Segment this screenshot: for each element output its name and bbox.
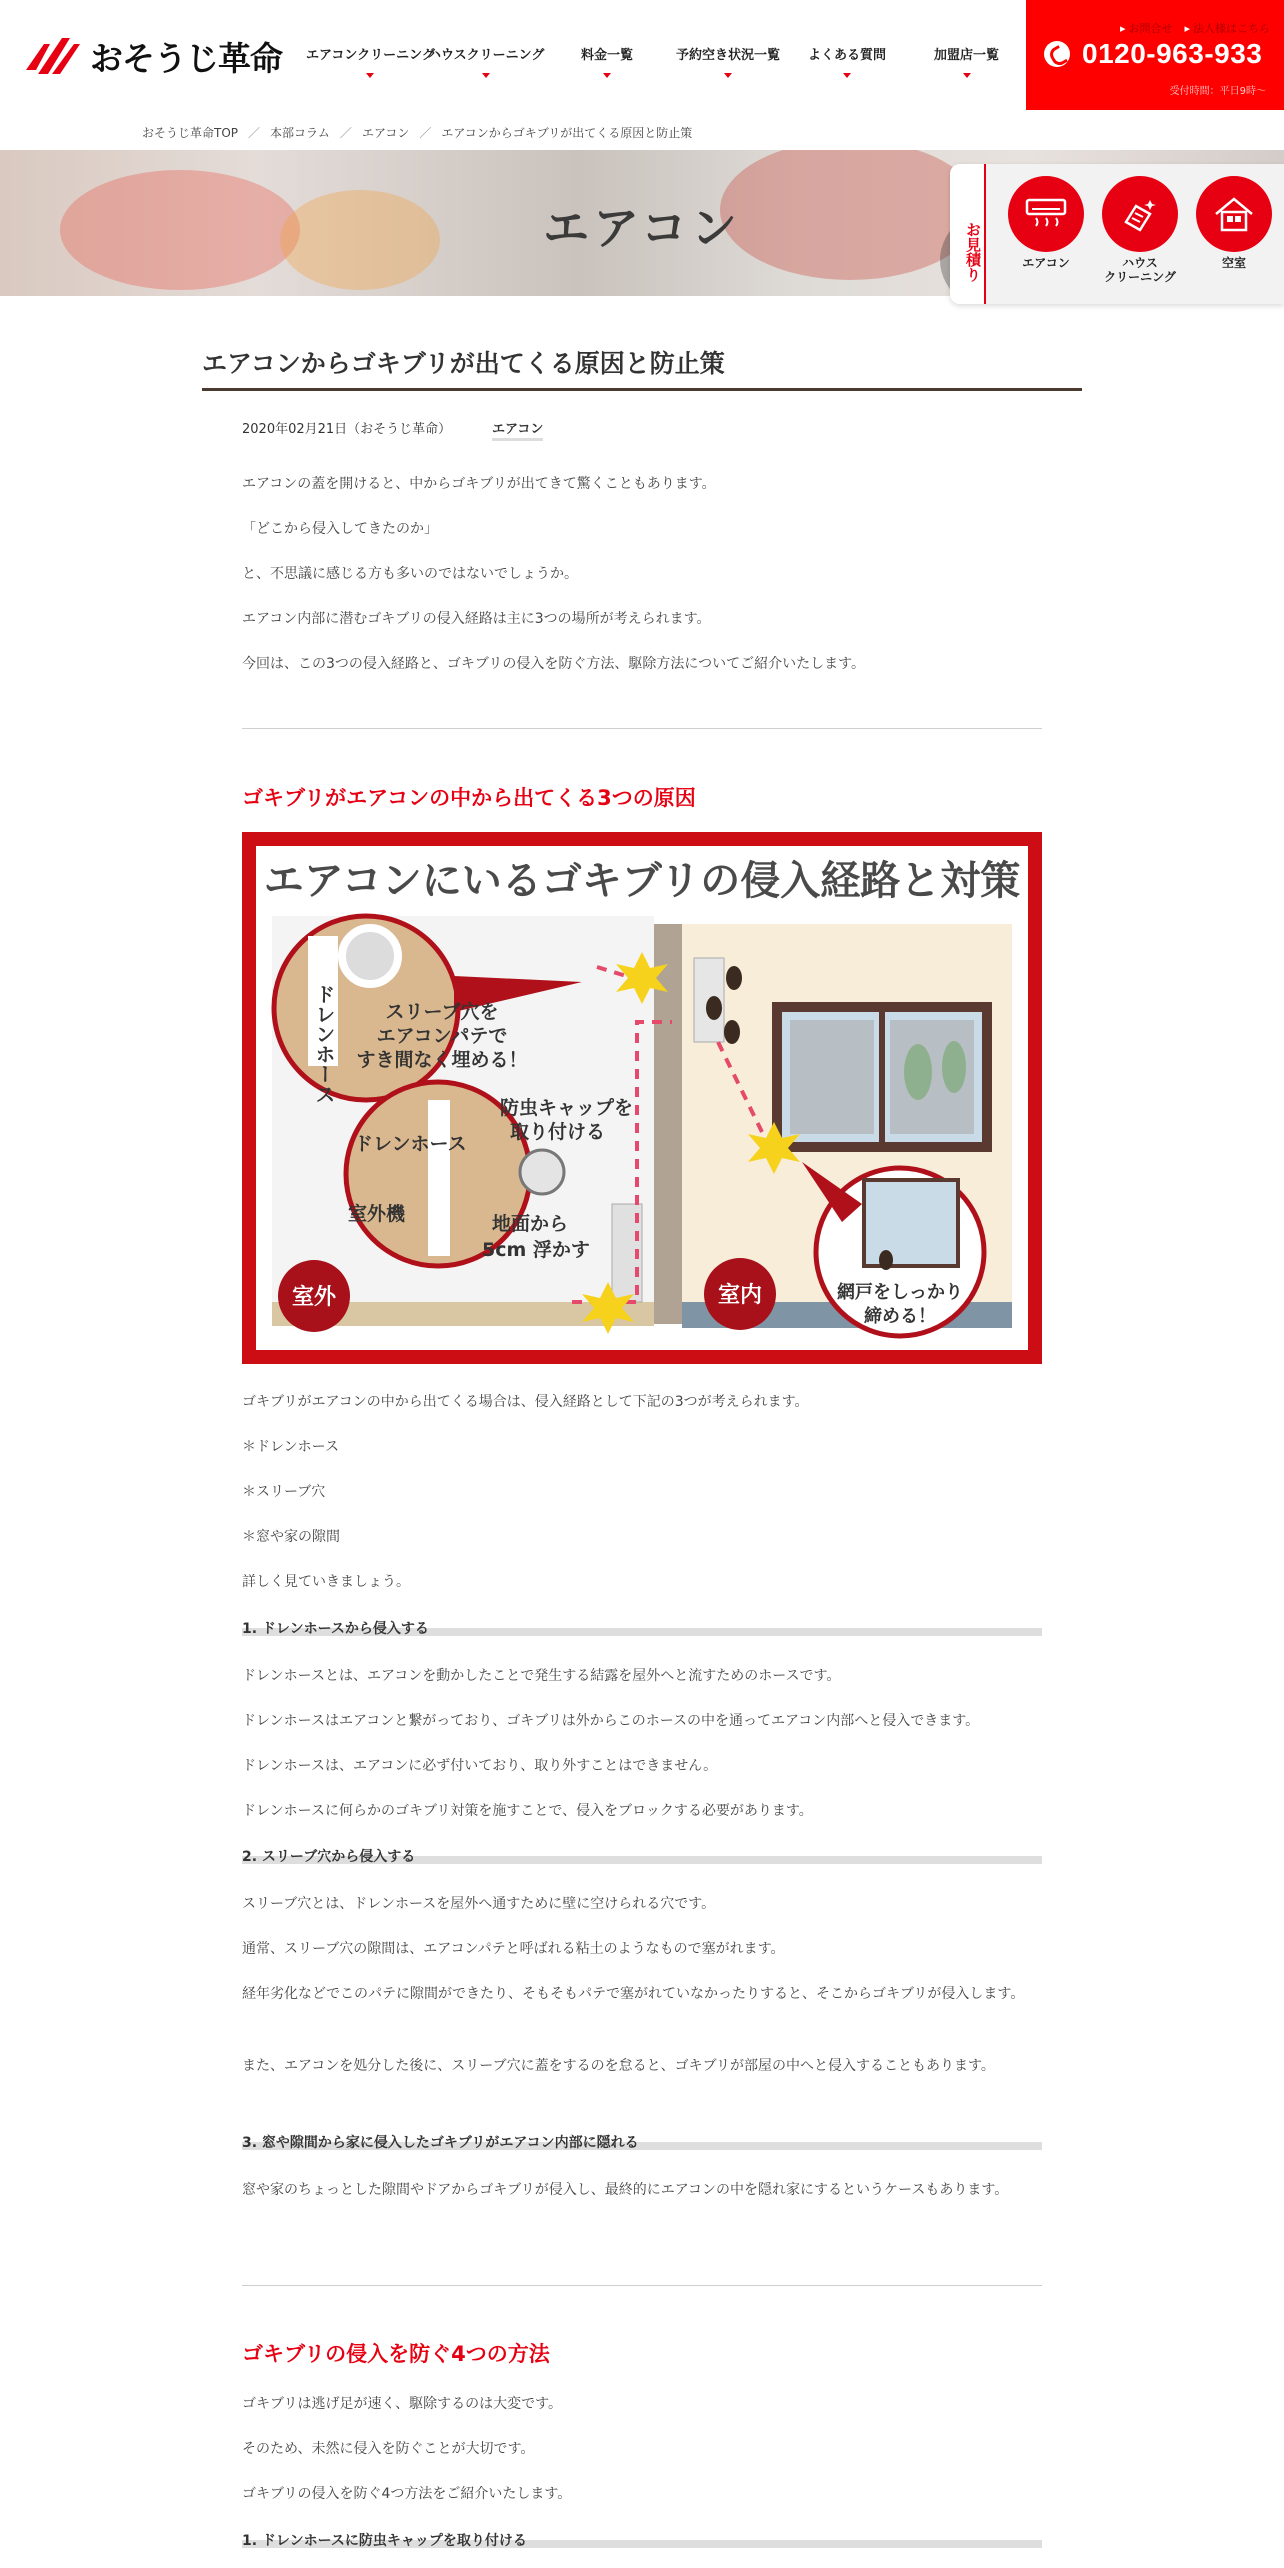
article-date: 2020年02月21日（おそうじ革命） (242, 422, 452, 437)
svg-text:防虫キャップを: 防虫キャップを (500, 1097, 634, 1119)
svg-text:すき間なく埋める！: すき間なく埋める！ (356, 1049, 528, 1071)
tel-box[interactable] (1026, 0, 1284, 110)
paragraph: エアコン内部に潜むゴキブリの侵入経路は主に3つの場所が考えられます。 (242, 611, 711, 627)
paragraph: ドレンホースはエアコンと繋がっており、ゴキブリは外からこのホースの中を通ってエアコン内部へと侵入できます。 (242, 1713, 980, 1729)
subheading: 2. スリーブ穴から侵入する (242, 1846, 1042, 1866)
svg-text:地面から: 地面から (492, 1213, 569, 1235)
illustration-callout-unit: 室外機 (348, 1203, 406, 1225)
svg-text:網戸をしっかり: 網戸をしっかり (837, 1282, 963, 1303)
section-heading: ゴキブリがエアコンの中から出てくる3つの原因 (242, 786, 696, 810)
list-item: ＊ドレンホース (242, 1439, 339, 1455)
quote-aircon-label: エアコン (1022, 256, 1070, 270)
article-title: エアコンからゴキブリが出てくる原因と防止策 (202, 349, 725, 378)
chevron-down-icon (963, 73, 971, 78)
svg-text:エアコンパテで: エアコンパテで (376, 1025, 508, 1047)
paragraph: スリーブ穴とは、ドレンホースを屋外へ通すために壁に空けられる穴です。 (242, 1896, 716, 1912)
paragraph: ドレンホースは、エアコンに必ず付いており、取り外すことはできません。 (242, 1758, 718, 1774)
paragraph: 「どこから侵入してきたのか」 (242, 521, 438, 537)
paragraph: ドレンホースに何らかのゴキブリ対策を施すことで、侵入をブロックする必要があります。 (242, 1803, 813, 1819)
logo-text: おそうじ革命 (90, 38, 282, 78)
site-logo[interactable] (22, 30, 282, 82)
nav-franchise-list[interactable]: 加盟店一覧 (934, 44, 999, 78)
illustration-label-indoor: 室内 (717, 1283, 763, 1308)
chevron-down-icon (366, 73, 374, 78)
breadcrumb: おそうじ革命TOP ／ 本部コラム ／ エアコン ／ エアコンからゴキブリが出てくる原因と防止策 (142, 126, 693, 140)
aircon-icon (1024, 196, 1068, 232)
quote-vacant-room[interactable] (1194, 176, 1274, 270)
top-links (1120, 20, 1270, 36)
phone-icon (1044, 41, 1070, 67)
nav-faq[interactable]: よくある質問 (808, 44, 886, 78)
list-item: ＊窓や家の隙間 (242, 1529, 340, 1545)
hero-title: エアコン (543, 201, 741, 255)
illustration-callout-drain-vertical: ドレンホース (312, 984, 336, 1104)
section-heading: ゴキブリの侵入を防ぐ4つの方法 (242, 2342, 550, 2366)
nav-availability[interactable]: 予約空き状況一覧 (676, 44, 780, 78)
quote-house-cleaning-label: ハウス クリーニング (1104, 256, 1176, 284)
paragraph: 通常、スリーブ穴の隙間は、エアコンパテと呼ばれる粘土のようなもので塞がれます。 (242, 1941, 785, 1957)
illustration-callout-drain: ドレンホース (354, 1133, 467, 1155)
paragraph: ドレンホースとは、エアコンを動かしたことで発生する結露を屋外へと流すためのホースです。 (242, 1668, 841, 1684)
nav-price-list[interactable]: 料金一覧 (581, 44, 633, 78)
paragraph: また、エアコンを処分した後に、スリーブ穴に蓋をするのを怠ると、ゴキブリが部屋の中へと侵入することもあります。 (242, 2058, 995, 2074)
title-divider (202, 388, 1082, 391)
article-category[interactable]: エアコン (492, 418, 543, 441)
paragraph: 今回は、この3つの侵入経路と、ゴキブリの侵入を防ぐ方法、駆除方法についてご紹介いたします。 (242, 656, 865, 672)
quote-label: お見積り (950, 164, 986, 304)
subheading: 1. ドレンホースに防虫キャップを取り付ける (242, 2530, 1042, 2550)
paragraph: と、不思議に感じる方も多いのではないでしょうか。 (242, 566, 578, 582)
quote-aircon[interactable] (1006, 176, 1086, 270)
svg-text:5cm 浮かす: 5cm 浮かす (482, 1239, 590, 1261)
paragraph: ゴキブリがエアコンの中から出てくる場合は、侵入経路として下記の3つが考えられます。 (242, 1394, 809, 1410)
paragraph: ゴキブリの侵入を防ぐ4つ方法をご紹介いたします。 (242, 2486, 572, 2502)
svg-text:締める！: 締める！ (864, 1306, 936, 1327)
chevron-down-icon (603, 73, 611, 78)
logo-mark-icon (22, 30, 84, 82)
svg-text:スリーブ穴を: スリーブ穴を (385, 1001, 499, 1023)
paragraph: エアコンの蓋を開けると、中からゴキブリが出てきて驚くこともあります。 (242, 476, 716, 492)
site-header (0, 0, 1284, 110)
vacant-room-icon (1212, 194, 1256, 234)
chevron-down-icon (482, 73, 490, 78)
svg-text:取り付ける: 取り付ける (510, 1121, 606, 1143)
cockroach-entry-illustration (242, 832, 1042, 1364)
quote-house-cleaning[interactable] (1100, 176, 1180, 284)
section-divider (242, 728, 1042, 729)
tel-note: 受付時間：平日9時〜 (1169, 86, 1266, 97)
breadcrumb-aircon[interactable]: エアコン (361, 126, 410, 140)
quote-panel (950, 164, 1284, 304)
paragraph: そのため、未然に侵入を防ぐことが大切です。 (242, 2441, 535, 2457)
contact-link[interactable]: ▸ お問合せ (1119, 22, 1173, 35)
nav-aircon-cleaning[interactable]: エアコンクリーニング (306, 44, 435, 78)
illustration-label-outdoor: 室外 (291, 1285, 337, 1310)
breadcrumb-top[interactable]: おそうじ革命TOP (142, 126, 239, 140)
paragraph: 詳しく見ていきましょう。 (242, 1574, 410, 1590)
chevron-down-icon (724, 73, 732, 78)
list-item: ＊スリーブ穴 (242, 1484, 326, 1500)
paragraph: 窓や家のちょっとした隙間やドアからゴキブリが侵入し、最終的にエアコンの中を隠れ家にするというケースもあります。 (242, 2182, 1009, 2198)
subheading: 1. ドレンホースから侵入する (242, 1618, 1042, 1638)
tel-number[interactable]: 0120-963-933 (1044, 38, 1262, 70)
breadcrumb-current: エアコンからゴキブリが出てくる原因と防止策 (441, 126, 693, 140)
paragraph: ゴキブリは逃げ足が速く、駆除するのは大変です。 (242, 2396, 563, 2412)
subheading: 3. 窓や隙間から家に侵入したゴキブリがエアコン内部に隠れる (242, 2132, 1042, 2152)
nav-house-cleaning[interactable]: ハウスクリーニング (428, 44, 544, 78)
quote-vacant-room-label: 空室 (1221, 256, 1246, 270)
section-divider (242, 2285, 1042, 2286)
corporate-link[interactable]: ▸ 法人様はこちら (1184, 22, 1270, 35)
breadcrumb-column[interactable]: 本部コラム (270, 126, 330, 140)
paragraph: 経年劣化などでこのパテに隙間ができたり、そもそもパテで塞がれていなかったりすると、そこからゴキブリが侵入します。 (242, 1986, 1025, 2002)
illustration-title: エアコンにいるゴキブリの侵入経路と対策 (263, 858, 1021, 904)
house-cleaning-icon (1118, 194, 1162, 234)
chevron-down-icon (843, 73, 851, 78)
